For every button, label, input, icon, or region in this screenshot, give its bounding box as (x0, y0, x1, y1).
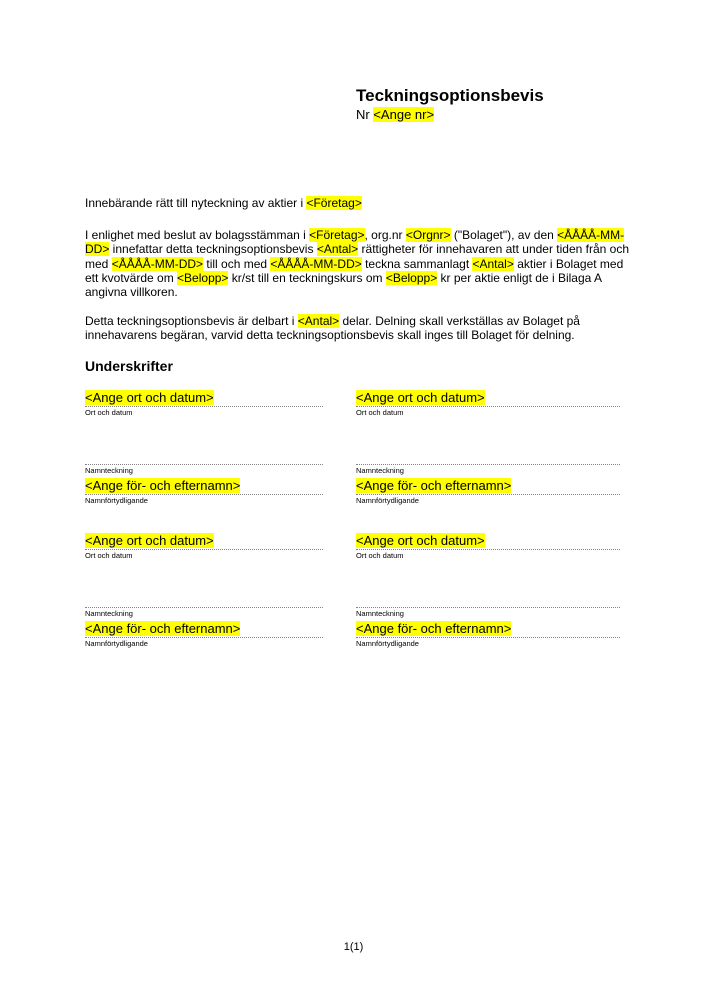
signature-field-name (356, 478, 620, 495)
name-value (356, 621, 620, 637)
signature-field-place-date (85, 533, 323, 550)
signature-field-place-date (356, 533, 620, 550)
paragraph-division (85, 314, 630, 343)
text-segment: delar. Delning skall verkställas av Bolaget på innehavarens begäran, varvid detta teckningsoptionsbevis skall inges till Bolaget för delning. (85, 314, 580, 343)
text-segment: Detta teckningsoptionsbevis är delbart i (85, 314, 298, 328)
text-segment: aktier i Bolaget med ett kvotvärde om (85, 256, 624, 285)
signature-value[interactable] (356, 418, 620, 464)
name-placeholder-field[interactable]: <Ange för- och efternamn> (85, 621, 241, 636)
place-date-label: Ort och datum (85, 408, 133, 417)
name-value (356, 478, 620, 494)
signature-block-4 (356, 533, 620, 649)
nr-line (356, 107, 544, 123)
placeholder-field[interactable]: <ÅÅÅÅ-MM-DD> (85, 228, 625, 257)
signature-field-place-date (356, 390, 620, 407)
footer-page-number: 1(1) (343, 941, 364, 953)
text-segment: kr per aktie enligt de i Bilaga A angivna villkoren. (85, 270, 602, 300)
placeholder-field[interactable]: <ÅÅÅÅ-MM-DD> (270, 256, 362, 271)
name-value (85, 621, 323, 637)
signature-block-1 (85, 390, 323, 506)
place-date-value (85, 533, 323, 549)
nr-label: Nr (356, 107, 374, 122)
signatures-grid (85, 390, 620, 649)
name-placeholder-field[interactable]: <Ange för- och efternamn> (356, 478, 512, 493)
signature-block-2 (356, 390, 620, 506)
name-value (85, 478, 323, 494)
text-segment: innefattar detta teckningsoptionsbevis (109, 242, 317, 257)
signatures-heading: Underskrifter (85, 358, 173, 374)
text-segment: teckna sammanlagt (361, 256, 473, 271)
place-date-value (356, 533, 620, 549)
placeholder-field[interactable]: <Antal> (472, 256, 514, 271)
signature-field-signature[interactable] (85, 418, 323, 465)
paragraph-terms (85, 228, 630, 299)
signature-field-name (356, 621, 620, 638)
paragraph-intro (85, 196, 630, 210)
signature-label: Namnteckning (356, 609, 404, 618)
name-label: Namnförtydligande (85, 496, 148, 505)
text-segment: , org.nr (364, 228, 406, 242)
place-date-label: Ort och datum (356, 551, 404, 560)
signature-field-name (85, 478, 323, 495)
placeholder-field[interactable]: <ÅÅÅÅ-MM-DD> (111, 256, 204, 271)
signature-value[interactable] (356, 561, 620, 607)
signature-label: Namnteckning (356, 466, 404, 475)
name-label: Namnförtydligande (85, 639, 148, 648)
text-segment: ("Bolaget"), av den (450, 228, 558, 242)
placeholder-field[interactable]: <Antal> (316, 242, 359, 257)
placeholder-field[interactable]: <Företag> (306, 196, 362, 210)
place-date-value (85, 390, 323, 406)
text-segment: rättigheter för innehavaren att under tiden från och med (85, 242, 630, 271)
placeholder-field[interactable]: <Orgnr> (405, 228, 451, 242)
name-label: Namnförtydligande (356, 639, 419, 648)
placeholder-field[interactable]: <Belopp> (177, 270, 229, 285)
placeholder-field[interactable]: <Antal> (297, 314, 340, 328)
place-date-placeholder-field[interactable]: <Ange ort och datum> (356, 390, 485, 405)
place-date-label: Ort och datum (356, 408, 404, 417)
place-date-placeholder-field[interactable]: <Ange ort och datum> (85, 390, 214, 405)
text-segment: till och med (203, 256, 271, 271)
signature-field-place-date (85, 390, 323, 407)
signature-value[interactable] (85, 418, 323, 464)
signature-value[interactable] (85, 561, 323, 607)
signature-field-signature[interactable] (356, 418, 620, 465)
signature-field-signature[interactable] (85, 561, 323, 608)
document-title: Teckningsoptionsbevis (356, 86, 544, 105)
text-segment: Innebärande rätt till nyteckning av aktier i (85, 196, 307, 210)
place-date-placeholder-field[interactable]: <Ange ort och datum> (356, 533, 485, 548)
text-segment: kr/st till en teckningskurs om (228, 270, 386, 285)
text-segment: I enlighet med beslut av bolagsstämman i (85, 228, 310, 242)
placeholder-field[interactable]: <Företag> (309, 228, 365, 242)
signature-field-name (85, 621, 323, 638)
name-placeholder-field[interactable]: <Ange för- och efternamn> (85, 478, 241, 493)
place-date-placeholder-field[interactable]: <Ange ort och datum> (85, 533, 214, 548)
place-date-label: Ort och datum (85, 551, 133, 560)
signature-field-signature[interactable] (356, 561, 620, 608)
signature-label: Namnteckning (85, 466, 133, 475)
name-label: Namnförtydligande (356, 496, 419, 505)
signature-block-3 (85, 533, 323, 649)
title-block (356, 86, 544, 123)
name-placeholder-field[interactable]: <Ange för- och efternamn> (356, 621, 512, 636)
signature-label: Namnteckning (85, 609, 133, 618)
nr-placeholder-field[interactable]: <Ange nr> (373, 107, 435, 122)
placeholder-field[interactable]: <Belopp> (385, 270, 438, 285)
place-date-value (356, 390, 620, 406)
